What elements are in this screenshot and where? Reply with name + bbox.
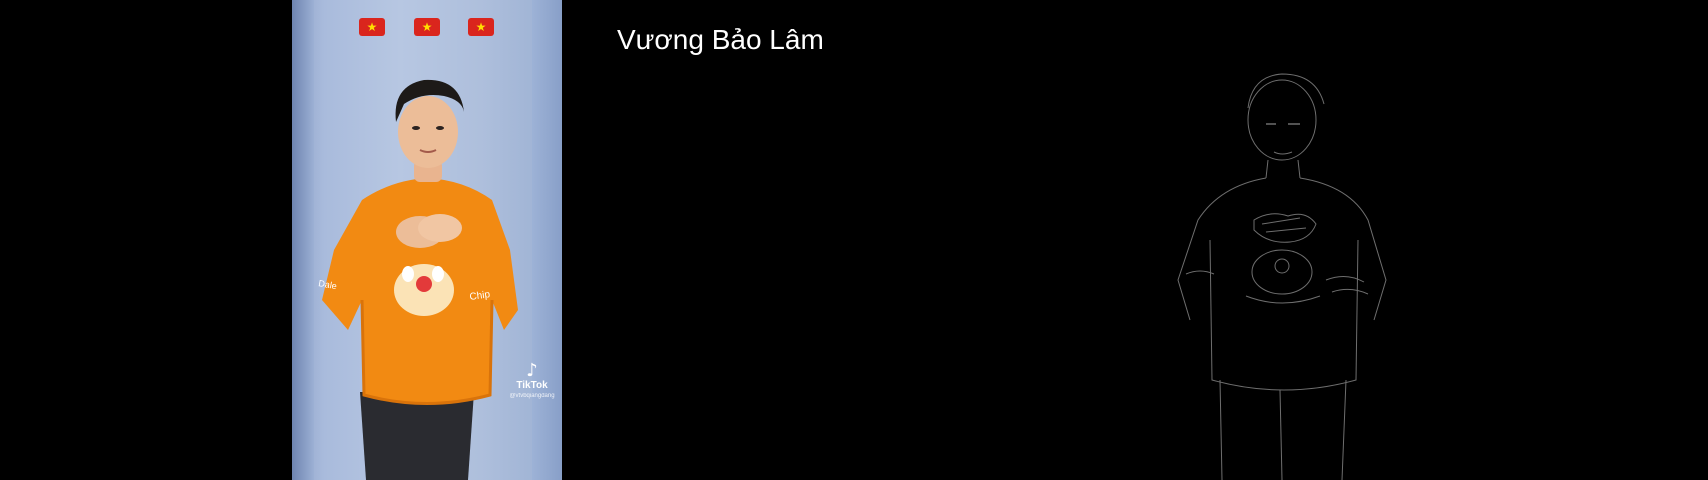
caption-title: Vương Bảo Lâm <box>617 24 824 55</box>
svg-text:Chip: Chip <box>468 289 491 303</box>
tiktok-label: TikTok <box>516 380 548 391</box>
tiktok-logo-icon: ♪ <box>526 360 538 381</box>
vietnam-flag-icon: ★ <box>359 18 385 36</box>
tiktok-watermark <box>502 362 562 400</box>
vietnam-flag-icon: ★ <box>414 18 440 36</box>
source-video-panel <box>292 0 562 480</box>
tiktok-handle: @vtvbqiangdang <box>509 393 555 399</box>
edge-detection-silhouette <box>1150 60 1420 480</box>
vietnam-flag-icon: ★ <box>468 18 494 36</box>
person-figure <box>292 0 562 480</box>
svg-text:Dale: Dale <box>317 278 338 292</box>
